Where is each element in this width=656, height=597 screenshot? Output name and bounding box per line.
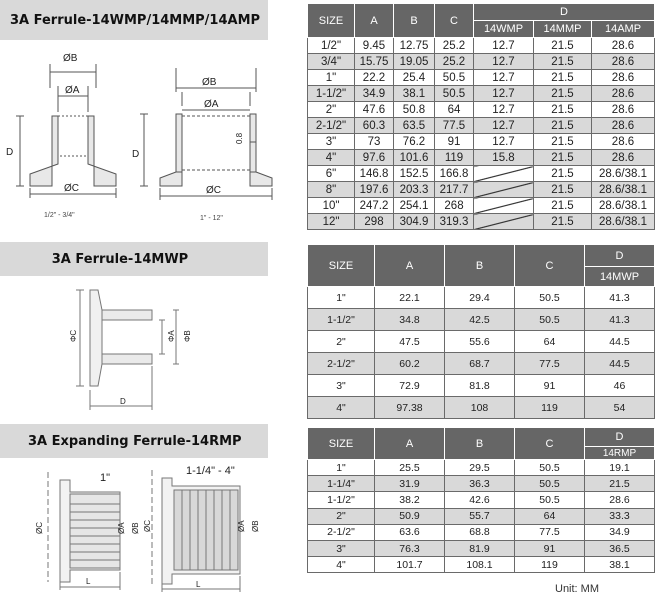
- cell-mmp: 21.5: [534, 70, 592, 86]
- cell-size: 8": [308, 182, 355, 198]
- cell-d: 44.5: [585, 331, 655, 353]
- cell-b: 29.5: [445, 460, 515, 476]
- cell-size: 3": [308, 375, 375, 397]
- cell-c: 50.5: [515, 287, 585, 309]
- cell-size: 2": [308, 331, 375, 353]
- cell-b: 42.5: [445, 309, 515, 331]
- table-row: [308, 540, 655, 556]
- table-row: [308, 70, 655, 86]
- cell-c: 166.8: [435, 166, 474, 182]
- cell-size: 3": [308, 134, 355, 150]
- header-c: C: [515, 245, 585, 287]
- table-row: [308, 460, 655, 476]
- label-a: ØA: [237, 520, 246, 532]
- header-size: SIZE: [308, 4, 355, 38]
- cell-c: 119: [435, 150, 474, 166]
- cell-amp: 28.6/38.1: [592, 166, 655, 182]
- cell-mmp: 21.5: [534, 102, 592, 118]
- cell-b: 81.8: [445, 375, 515, 397]
- cell-b: 108.1: [445, 557, 515, 573]
- cell-b: 254.1: [394, 198, 435, 214]
- cell-size: 4": [308, 397, 375, 419]
- header-a: A: [355, 4, 394, 38]
- label-d: D: [6, 147, 14, 158]
- label-b: ØB: [131, 522, 140, 534]
- cell-d: 54: [585, 397, 655, 419]
- header-d-14mmp: 14MMP: [534, 21, 592, 38]
- cell-b: 63.5: [394, 118, 435, 134]
- cell-b: 50.8: [394, 102, 435, 118]
- table-row: [308, 397, 655, 419]
- cell-d: 21.5: [585, 476, 655, 492]
- cell-amp: 28.6: [592, 118, 655, 134]
- cell-wmp: [474, 198, 534, 214]
- cell-a: 197.6: [355, 182, 394, 198]
- cell-c: 64: [435, 102, 474, 118]
- cell-b: 12.75: [394, 38, 435, 54]
- cell-size: 2": [308, 102, 355, 118]
- cell-mmp: 21.5: [534, 214, 592, 230]
- cell-c: 119: [515, 397, 585, 419]
- cell-size: 1-1/2": [308, 492, 375, 508]
- cell-wmp: [474, 182, 534, 198]
- label-c: ØC: [143, 520, 152, 532]
- cell-c: 319.3: [435, 214, 474, 230]
- cell-b: 108: [445, 397, 515, 419]
- cell-d: 33.3: [585, 508, 655, 524]
- cell-b: 55.6: [445, 331, 515, 353]
- cell-a: 146.8: [355, 166, 394, 182]
- cell-d: 36.5: [585, 540, 655, 556]
- cell-a: 31.9: [375, 476, 445, 492]
- cell-c: 77.5: [515, 524, 585, 540]
- label-b: ØB: [202, 77, 217, 88]
- cell-d: 34.9: [585, 524, 655, 540]
- cell-a: 22.1: [375, 287, 445, 309]
- cell-a: 60.2: [375, 353, 445, 375]
- cell-wmp: 12.7: [474, 54, 534, 70]
- cell-b: 68.8: [445, 524, 515, 540]
- cell-mmp: 21.5: [534, 134, 592, 150]
- table-row: [308, 182, 655, 198]
- table-row: [308, 54, 655, 70]
- table-row: [308, 198, 655, 214]
- cell-amp: 28.6: [592, 70, 655, 86]
- label-a: ØA: [204, 99, 219, 110]
- table-row: [308, 508, 655, 524]
- cell-b: 304.9: [394, 214, 435, 230]
- cell-c: 268: [435, 198, 474, 214]
- cell-c: 119: [515, 557, 585, 573]
- header-d-14amp: 14AMP: [592, 21, 655, 38]
- header-b: B: [445, 245, 515, 287]
- table-row: [308, 309, 655, 331]
- cell-amp: 28.6: [592, 134, 655, 150]
- cell-a: 47.6: [355, 102, 394, 118]
- cell-amp: 28.6/38.1: [592, 182, 655, 198]
- table-row: [308, 287, 655, 309]
- header-d: D: [585, 245, 655, 267]
- cell-d: 28.6: [585, 492, 655, 508]
- header-d: D: [474, 4, 655, 21]
- label-c: ΦC: [69, 329, 78, 342]
- table-row: [308, 118, 655, 134]
- cell-b: 29.4: [445, 287, 515, 309]
- label-b: ØB: [251, 520, 260, 532]
- cell-c: 217.7: [435, 182, 474, 198]
- ferrule-drawing-small: [0, 46, 140, 224]
- cell-a: 72.9: [375, 375, 445, 397]
- label-a: ΦA: [167, 330, 176, 342]
- cell-amp: 28.6/38.1: [592, 214, 655, 230]
- header-c: C: [515, 428, 585, 460]
- table-row: [308, 492, 655, 508]
- cell-size: 1-1/2": [308, 309, 375, 331]
- size-label: 1": [100, 472, 111, 484]
- cell-size: 6": [308, 166, 355, 182]
- cell-a: 38.2: [375, 492, 445, 508]
- cell-amp: 28.6: [592, 86, 655, 102]
- cell-a: 101.7: [375, 557, 445, 573]
- size-caption: 1" - 12": [200, 215, 223, 222]
- cell-c: 25.2: [435, 38, 474, 54]
- header-d-14wmp: 14WMP: [474, 21, 534, 38]
- table-row: [308, 86, 655, 102]
- cell-size: 10": [308, 198, 355, 214]
- cell-c: 91: [435, 134, 474, 150]
- spec-table-14wmp-14mmp-14amp: [307, 3, 655, 230]
- table-row: [308, 476, 655, 492]
- cell-amp: 28.6: [592, 102, 655, 118]
- cell-wmp: 12.7: [474, 102, 534, 118]
- unit-note: Unit: MM: [555, 583, 599, 595]
- cell-d: 41.3: [585, 287, 655, 309]
- table-row: [308, 524, 655, 540]
- label-b: ØB: [63, 53, 78, 64]
- label-c: ØC: [206, 185, 221, 196]
- ferrule-drawing-large: [130, 62, 280, 224]
- cell-c: 50.5: [435, 70, 474, 86]
- cell-size: 2-1/2": [308, 353, 375, 375]
- cell-wmp: [474, 214, 534, 230]
- label-d: D: [132, 149, 140, 160]
- cell-a: 298: [355, 214, 394, 230]
- label-d: D: [120, 397, 126, 406]
- cell-mmp: 21.5: [534, 166, 592, 182]
- cell-a: 97.6: [355, 150, 394, 166]
- cell-size: 12": [308, 214, 355, 230]
- expanding-ferrule-drawing-large: [142, 456, 272, 594]
- cell-c: 91: [515, 540, 585, 556]
- cell-a: 63.6: [375, 524, 445, 540]
- cell-size: 1": [308, 70, 355, 86]
- cell-wmp: 12.7: [474, 118, 534, 134]
- label-c: ØC: [35, 522, 44, 534]
- cell-a: 247.2: [355, 198, 394, 214]
- cell-a: 50.9: [375, 508, 445, 524]
- cell-size: 3": [308, 540, 375, 556]
- cell-mmp: 21.5: [534, 198, 592, 214]
- cell-c: 91: [515, 375, 585, 397]
- cell-size: 4": [308, 557, 375, 573]
- cell-b: 203.3: [394, 182, 435, 198]
- size-label: 1-1/4" - 4": [186, 465, 235, 477]
- header-b: B: [445, 428, 515, 460]
- table-row: [308, 557, 655, 573]
- header-c: C: [435, 4, 474, 38]
- cell-wmp: 15.8: [474, 150, 534, 166]
- table-row: [308, 353, 655, 375]
- spec-table-14rmp: [307, 427, 655, 573]
- label-l: L: [196, 580, 201, 589]
- cell-wmp: 12.7: [474, 70, 534, 86]
- cell-size: 1": [308, 460, 375, 476]
- cell-c: 77.5: [515, 353, 585, 375]
- cell-b: 36.3: [445, 476, 515, 492]
- size-caption: 1/2" - 3/4": [44, 212, 75, 219]
- cell-c: 25.2: [435, 54, 474, 70]
- table-row: [308, 375, 655, 397]
- label-b: ΦB: [183, 330, 192, 342]
- cell-amp: 28.6: [592, 150, 655, 166]
- spec-table-14mwp: [307, 244, 655, 419]
- cell-mmp: 21.5: [534, 86, 592, 102]
- header-d: D: [585, 428, 655, 447]
- cell-wmp: [474, 166, 534, 182]
- cell-b: 68.7: [445, 353, 515, 375]
- cell-a: 60.3: [355, 118, 394, 134]
- header-a: A: [375, 245, 445, 287]
- cell-a: 34.9: [355, 86, 394, 102]
- cell-d: 19.1: [585, 460, 655, 476]
- cell-a: 97.38: [375, 397, 445, 419]
- cell-d: 44.5: [585, 353, 655, 375]
- cell-a: 76.3: [375, 540, 445, 556]
- cell-a: 47.5: [375, 331, 445, 353]
- cell-mmp: 21.5: [534, 38, 592, 54]
- section-title-14wmp-14mmp-14amp: 3A Ferrule-14WMP/14MMP/14AMP: [0, 0, 268, 40]
- table-row: [308, 134, 655, 150]
- cell-size: 2-1/2": [308, 524, 375, 540]
- cell-wmp: 12.7: [474, 86, 534, 102]
- ferrule-drawing-14mwp: [60, 282, 210, 417]
- cell-b: 152.5: [394, 166, 435, 182]
- cell-size: 2": [308, 508, 375, 524]
- cell-mmp: 21.5: [534, 182, 592, 198]
- cell-size: 2-1/2": [308, 118, 355, 134]
- cell-amp: 28.6/38.1: [592, 198, 655, 214]
- cell-mmp: 21.5: [534, 54, 592, 70]
- cell-a: 34.8: [375, 309, 445, 331]
- cell-b: 25.4: [394, 70, 435, 86]
- section-title-14rmp: 3A Expanding Ferrule-14RMP: [0, 424, 268, 458]
- table-row: [308, 166, 655, 182]
- cell-wmp: 12.7: [474, 38, 534, 54]
- label-c: ØC: [64, 183, 79, 194]
- cell-b: 101.6: [394, 150, 435, 166]
- cell-wmp: 12.7: [474, 134, 534, 150]
- cell-c: 64: [515, 331, 585, 353]
- cell-a: 15.75: [355, 54, 394, 70]
- cell-mmp: 21.5: [534, 150, 592, 166]
- cell-b: 55.7: [445, 508, 515, 524]
- cell-c: 64: [515, 508, 585, 524]
- cell-b: 38.1: [394, 86, 435, 102]
- cell-b: 76.2: [394, 134, 435, 150]
- cell-d: 46: [585, 375, 655, 397]
- cell-a: 22.2: [355, 70, 394, 86]
- label-a: ØA: [117, 522, 126, 534]
- cell-c: 50.5: [435, 86, 474, 102]
- header-size: SIZE: [308, 428, 375, 460]
- cell-mmp: 21.5: [534, 118, 592, 134]
- cell-amp: 28.6: [592, 54, 655, 70]
- header-d-14mwp: 14MWP: [585, 267, 655, 287]
- cell-amp: 28.6: [592, 38, 655, 54]
- section-title-14mwp: 3A Ferrule-14MWP: [0, 242, 268, 276]
- header-size: SIZE: [308, 245, 375, 287]
- cell-c: 50.5: [515, 476, 585, 492]
- cell-size: 1/2": [308, 38, 355, 54]
- cell-c: 50.5: [515, 492, 585, 508]
- cell-size: 1-1/2": [308, 86, 355, 102]
- header-a: A: [375, 428, 445, 460]
- cell-a: 9.45: [355, 38, 394, 54]
- cell-size: 4": [308, 150, 355, 166]
- header-d-14rmp: 14RMP: [585, 447, 655, 460]
- cell-size: 3/4": [308, 54, 355, 70]
- label-l: L: [86, 577, 91, 586]
- header-b: B: [394, 4, 435, 38]
- cell-b: 19.05: [394, 54, 435, 70]
- table-row: [308, 150, 655, 166]
- cell-c: 50.5: [515, 309, 585, 331]
- cell-a: 25.5: [375, 460, 445, 476]
- cell-b: 81.9: [445, 540, 515, 556]
- cell-size: 1": [308, 287, 375, 309]
- cell-a: 73: [355, 134, 394, 150]
- cell-b: 42.6: [445, 492, 515, 508]
- table-row: [308, 331, 655, 353]
- cell-size: 1-1/4": [308, 476, 375, 492]
- cell-c: 50.5: [515, 460, 585, 476]
- label-thickness: 0.8: [235, 132, 244, 144]
- label-a: ØA: [65, 85, 80, 96]
- cell-d: 41.3: [585, 309, 655, 331]
- cell-d: 38.1: [585, 557, 655, 573]
- cell-c: 77.5: [435, 118, 474, 134]
- expanding-ferrule-drawing-small: [20, 462, 150, 594]
- table-row: [308, 38, 655, 54]
- table-row: [308, 214, 655, 230]
- table-row: [308, 102, 655, 118]
